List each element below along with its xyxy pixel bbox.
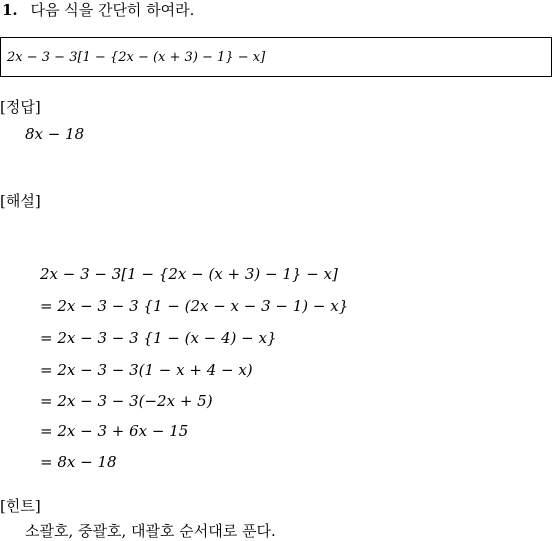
hint-label: [힌트] xyxy=(0,497,41,515)
problem-instruction: 다음 식을 간단히 하여라. xyxy=(30,1,195,19)
solution-step-1: 2x − 3 − 3[1 − {2x − (x + 3) − 1} − x] xyxy=(40,265,338,283)
solution-label: [해설] xyxy=(0,192,41,210)
solution-step-4: = 2x − 3 − 3(1 − x + 4 − x) xyxy=(40,361,253,379)
problem-expression: 2x − 3 − 3[1 − {2x − (x + 3) − 1} − x] xyxy=(7,50,266,65)
problem-number: 1. xyxy=(2,1,18,19)
problem-expression-box xyxy=(0,37,552,77)
problem-statement xyxy=(2,0,194,20)
hint-text: 소괄호, 중괄호, 대괄호 순서대로 푼다. xyxy=(25,522,276,540)
answer-label: [정답] xyxy=(0,98,41,116)
solution-step-6: = 2x − 3 + 6x − 15 xyxy=(40,422,189,440)
solution-step-7: = 8x − 18 xyxy=(40,453,117,471)
solution-step-2: = 2x − 3 − 3 {1 − (2x − x − 3 − 1) − x} xyxy=(40,297,349,315)
answer-value: 8x − 18 xyxy=(25,125,85,143)
solution-step-3: = 2x − 3 − 3 {1 − (x − 4) − x} xyxy=(40,329,277,347)
solution-step-5: = 2x − 3 − 3(−2x + 5) xyxy=(40,392,213,410)
